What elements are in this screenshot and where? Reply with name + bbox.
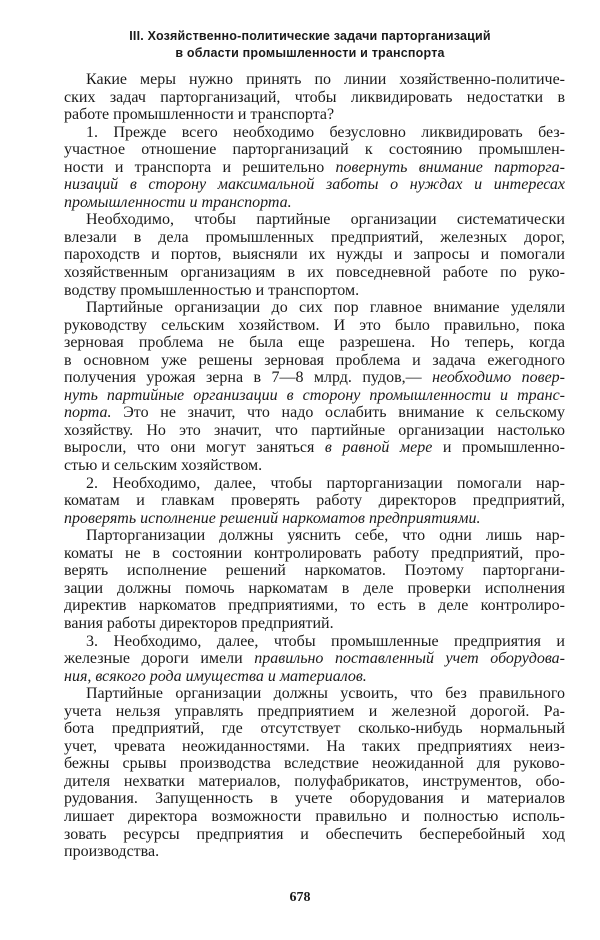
paragraph	[64, 71, 565, 124]
text-line	[64, 597, 565, 615]
text-segment: директив наркоматов предприятиями, то есть в деле контролиро-	[64, 597, 565, 615]
italic-emphasis: нуть партийные организации в сторону промышленности и транс-	[64, 386, 565, 404]
text-segment: в основном уже решены зерновая проблема и задача ежегодного	[64, 351, 565, 369]
text-segment: Партийные организации до сих пор главное внимание уделяли	[86, 299, 565, 317]
text-line	[64, 808, 565, 826]
text-segment: дителя нехватки материалов, полуфабрикатов, инструментов, обо-	[64, 772, 565, 790]
paragraph	[64, 475, 565, 528]
italic-emphasis: промышленности и транспорта.	[64, 193, 292, 211]
text-line	[64, 124, 565, 142]
text-line	[64, 457, 565, 475]
paragraph	[64, 685, 565, 860]
text-line	[64, 475, 565, 493]
paragraph	[64, 124, 565, 212]
section-heading	[60, 28, 560, 62]
text-segment: стью и сельским хозяйством.	[64, 457, 263, 475]
text-line	[64, 229, 565, 247]
text-segment: коматам и главкам проверять работу директоров предприятий,	[64, 492, 565, 510]
paragraph	[64, 633, 565, 686]
text-line	[64, 492, 565, 510]
paragraph	[64, 299, 565, 474]
italic-emphasis: в равной мере	[324, 439, 433, 457]
text-line	[64, 527, 565, 545]
text-segment: Парторганизации должны уяснить себе, что одни лишь нар-	[86, 527, 565, 545]
text-segment: лишает директора возможности правильно и полностью исполь-	[64, 807, 565, 825]
text-segment: пароходств и портов, выясняли их нужды и запросы и помогали	[64, 246, 565, 264]
text-line	[64, 369, 565, 387]
text-line	[64, 720, 565, 738]
text-line	[64, 211, 565, 229]
text-segment: получения урожая зерна в 7—8 млрд. пудов,—	[64, 369, 433, 387]
text-segment: 3. Необходимо, далее, чтобы промышленные предприятия и	[86, 632, 565, 650]
italic-emphasis: повернуть внимание партoрга-	[335, 158, 566, 176]
text-segment: учета нельзя управлять предприятием и железной дорогой. Ра-	[64, 702, 565, 720]
text-segment: 1. Прежде всего необходимо безусловно ликвидировать без-	[86, 123, 565, 141]
text-segment: влезали в дела промышленных предприятий, железных дорог,	[64, 228, 565, 246]
text-segment: ности и транспорта и решительно	[64, 158, 336, 176]
text-line	[64, 826, 565, 844]
text-line	[64, 282, 565, 300]
text-segment: хозяйственным организациям в их повседневной работе по руко-	[64, 264, 565, 282]
text-line	[64, 317, 565, 335]
text-segment: Это не значит, что надо ослабить внимание к сельскому	[111, 404, 565, 422]
text-line	[64, 194, 565, 212]
text-line	[64, 387, 565, 405]
text-segment: вания работы директоров предприятий.	[64, 614, 334, 632]
text-line	[64, 71, 565, 89]
text-line	[64, 615, 565, 633]
text-line	[64, 176, 565, 194]
text-line	[64, 703, 565, 721]
text-line	[64, 633, 565, 651]
text-segment: бота предприятий, где отсутствует сколько-нибудь нормальный	[64, 720, 565, 738]
text-segment: верять исполнение решений наркоматов. Поэтому парторгани-	[64, 562, 565, 580]
text-line	[64, 562, 565, 580]
text-line	[64, 790, 565, 808]
text-line	[64, 159, 565, 177]
text-segment: хозяйству. Но это значит, что партийные организации настолько	[64, 421, 565, 439]
text-line	[64, 668, 565, 686]
text-line	[64, 580, 565, 598]
text-segment: зации должны помочь наркоматам в деле проверки исполнения	[64, 579, 565, 597]
text-line	[64, 106, 565, 124]
text-segment: учет, чревата неожиданностями. На таких предприятиях неиз-	[64, 737, 565, 755]
text-segment: работе промышленности и транспорта?	[64, 106, 335, 124]
text-line	[64, 352, 565, 370]
text-segment: руководству сельским хозяйством. И это было правильно, пока	[64, 316, 565, 334]
text-segment: бежны срывы производства вследствие неожиданной для руково-	[64, 755, 565, 773]
text-line	[64, 299, 565, 317]
text-segment: ских задач парторганизаций, чтобы ликвидировать недостатки в	[64, 88, 565, 106]
text-line	[64, 334, 565, 352]
section-heading-line-2: в области промышленности и транспорта	[175, 46, 445, 60]
text-line	[64, 650, 565, 668]
text-line	[64, 439, 565, 457]
text-line	[64, 510, 565, 528]
text-segment: и промышленно-	[432, 439, 566, 457]
body-text	[64, 71, 565, 861]
italic-emphasis: ния, всякого рода имущества и материалов.	[64, 667, 367, 685]
italic-emphasis: правильно поставленный учет оборудова-	[254, 650, 565, 668]
text-segment: Необходимо, чтобы партийные организации систематически	[86, 211, 565, 229]
section-heading-line-1: III. Хозяйственно-политические задачи парторганизаций	[129, 29, 491, 43]
text-line	[64, 422, 565, 440]
paragraph	[64, 527, 565, 632]
text-segment: коматы не в состоянии контролировать работу предприятий, про-	[64, 544, 565, 562]
text-segment: выросли, что они могут заняться	[64, 439, 325, 457]
text-line	[64, 685, 565, 703]
italic-emphasis: порта.	[64, 404, 112, 422]
text-line	[64, 773, 565, 791]
text-line	[64, 738, 565, 756]
italic-emphasis: низаций в сторону максимальной заботы о нуждах и интересах	[64, 176, 565, 194]
text-line	[64, 89, 565, 107]
text-segment: участное отношение парторганизаций к состоянию промышлен-	[64, 141, 565, 159]
text-segment: водству промышленностью и транспортом.	[64, 281, 360, 299]
italic-emphasis: необходимо повер-	[432, 369, 566, 387]
text-segment: Партийные организации должны усвоить, что без правильного	[86, 685, 565, 703]
text-line	[64, 141, 565, 159]
text-line	[64, 545, 565, 563]
page-number: 678	[289, 890, 311, 905]
text-segment: зерновая проблема не была еще разрешена. Но теперь, когда	[64, 334, 565, 352]
text-line	[64, 246, 565, 264]
text-segment: зовать ресурсы предприятия и обеспечить бесперебойный ход	[64, 825, 565, 843]
text-line	[64, 404, 565, 422]
text-line	[64, 264, 565, 282]
text-segment: рудования. Запущенность в учете оборудования и материалов	[64, 790, 565, 808]
text-segment: железные дороги имели	[64, 650, 255, 668]
text-line	[64, 843, 565, 861]
text-segment: производства.	[64, 843, 160, 861]
text-line	[64, 755, 565, 773]
italic-emphasis: проверять исполнение решений наркоматов предприятиями.	[64, 509, 481, 527]
text-segment: Какие меры нужно принять по линии хозяйственно-политиче-	[86, 71, 565, 88]
paragraph	[64, 211, 565, 299]
text-segment: 2. Необходимо, далее, чтобы парторганизации помогали нар-	[86, 474, 565, 492]
